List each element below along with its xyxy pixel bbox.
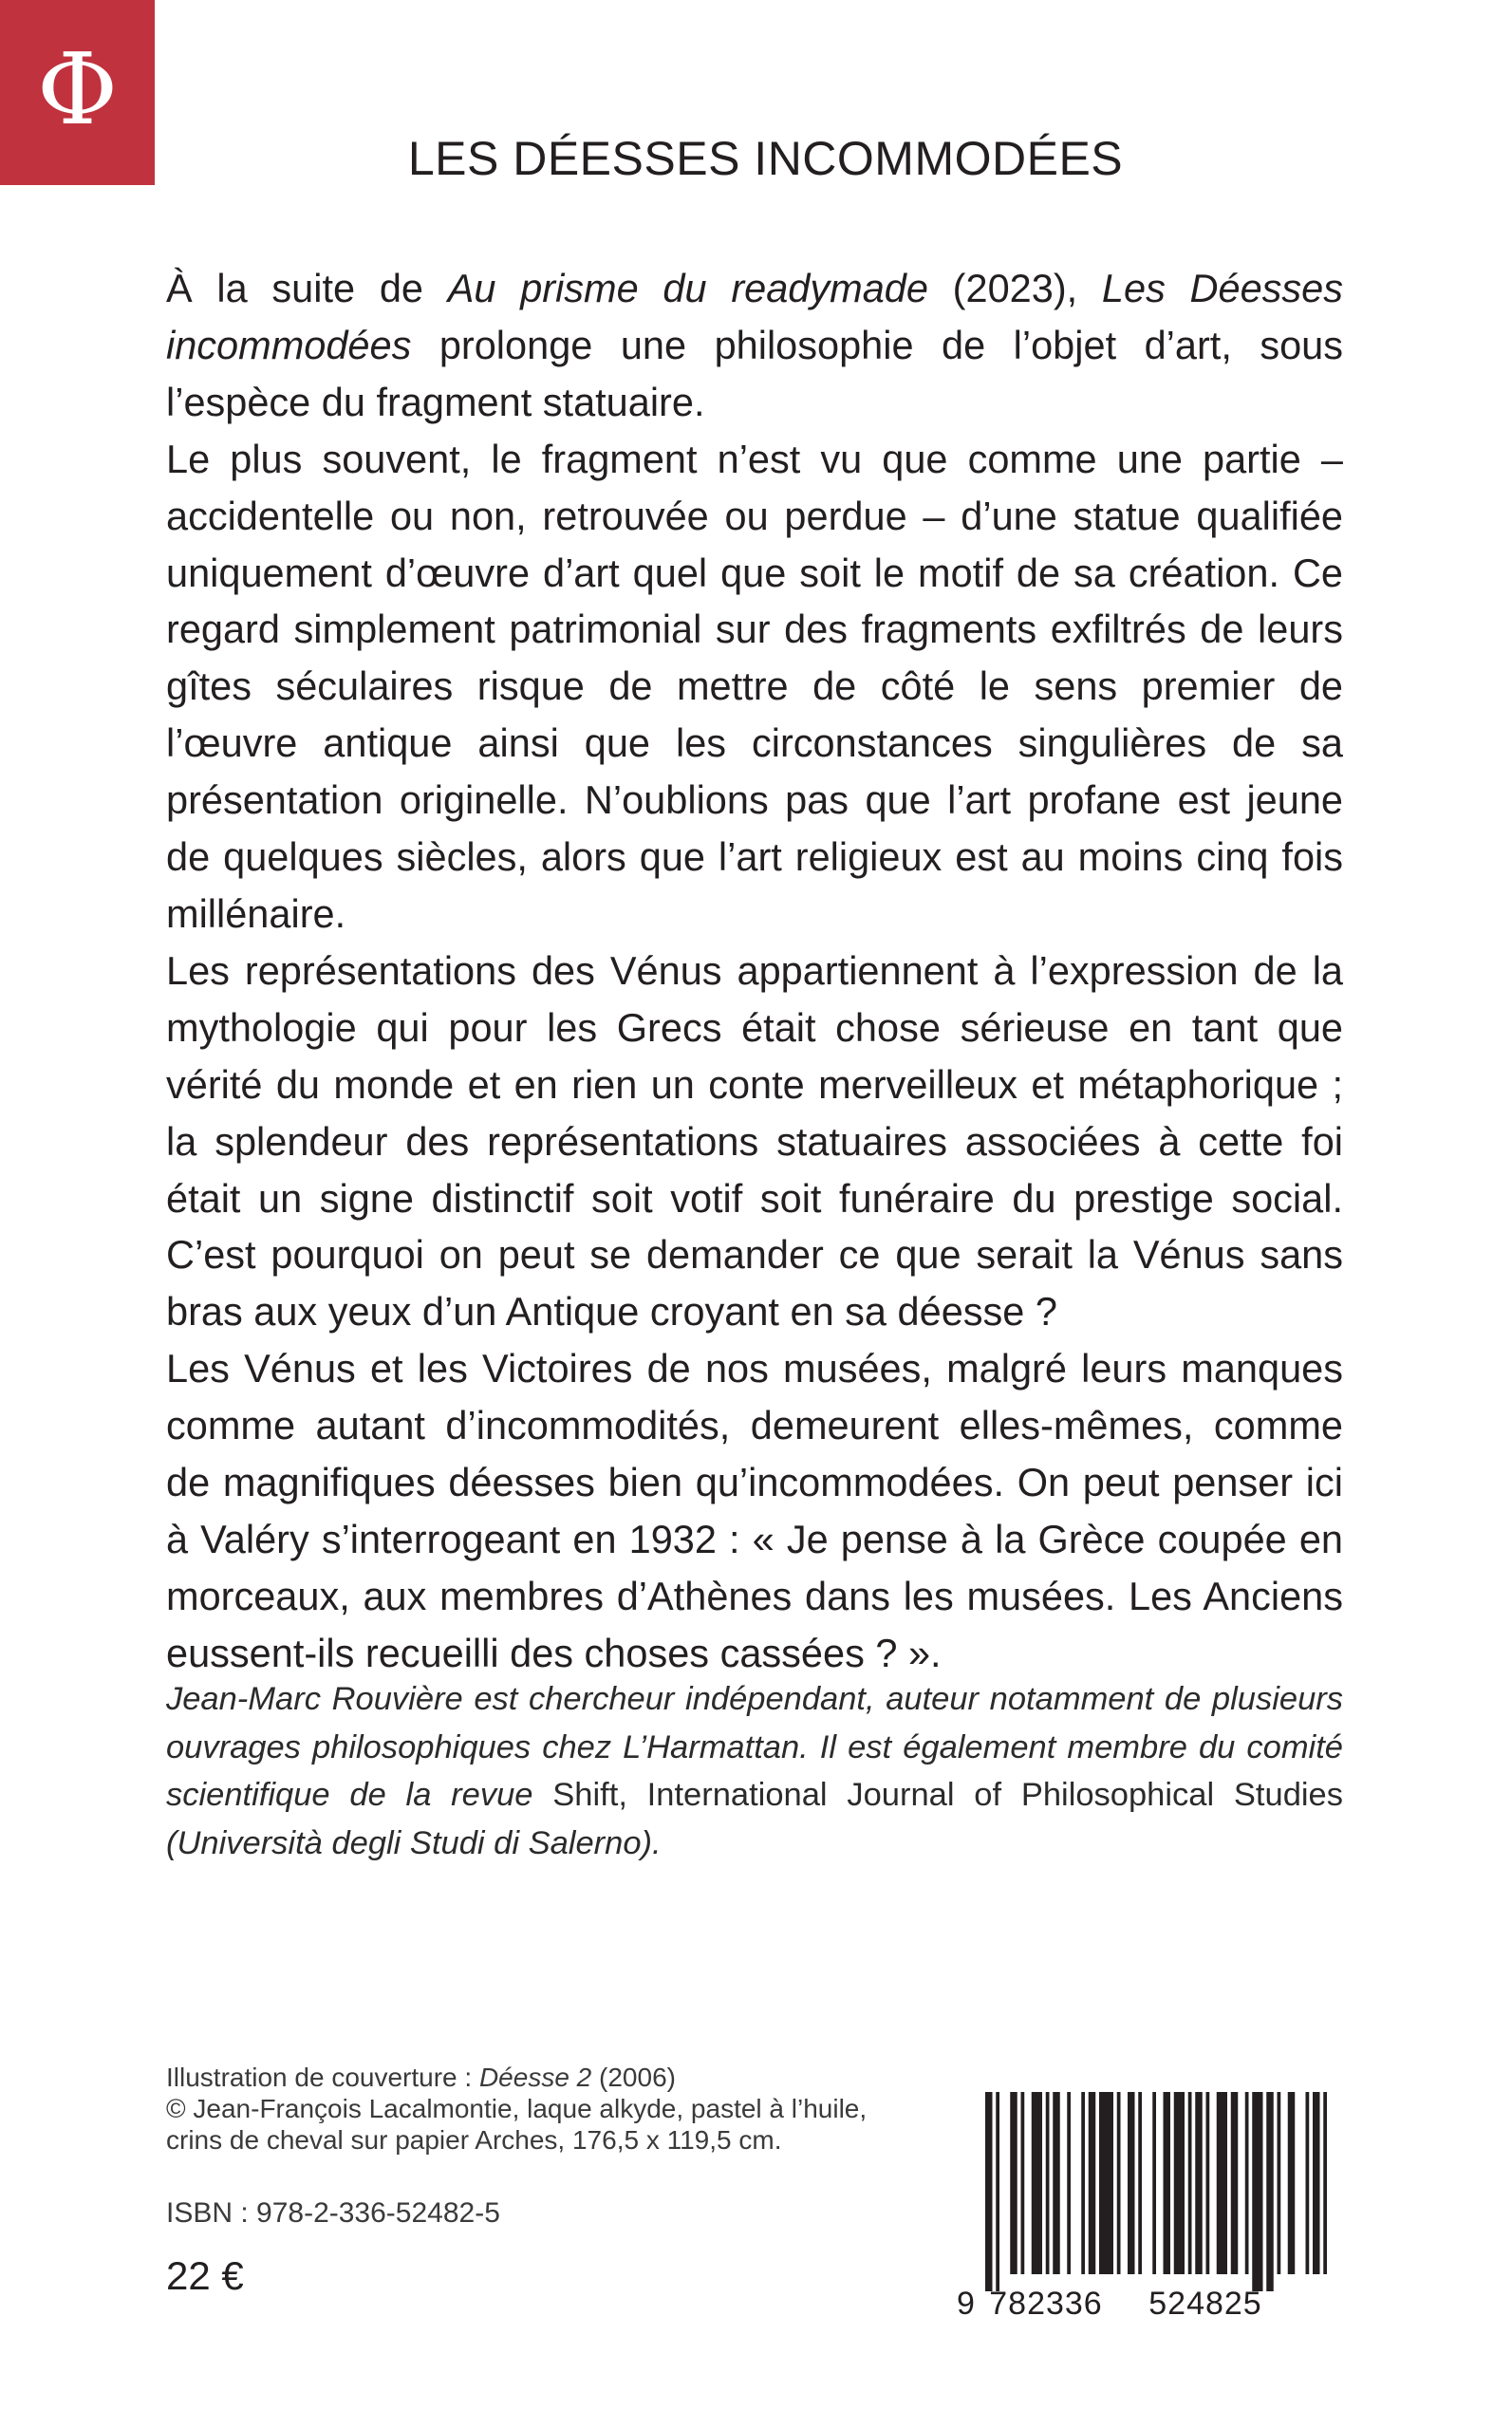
barcode-bar bbox=[1138, 2092, 1142, 2274]
barcode-bar bbox=[1266, 2092, 1274, 2291]
author-bio-text bbox=[166, 1675, 1343, 1867]
blurb-paragraph bbox=[166, 431, 1343, 943]
text-run: À la suite de bbox=[166, 266, 448, 310]
barcode-bar bbox=[1231, 2092, 1239, 2274]
phi-logo-icon: Φ bbox=[36, 30, 119, 147]
text-run: Shift bbox=[552, 1777, 619, 1813]
isbn: ISBN : 978-2-336-52482-5 bbox=[166, 2197, 500, 2229]
barcode-bar bbox=[1081, 2092, 1085, 2274]
barcode-digit-first: 9 bbox=[957, 2286, 975, 2320]
credit-line-3: crins de cheval sur papier Arches, 176,5 x 119,5 cm. bbox=[166, 2125, 782, 2155]
barcode-bar bbox=[1164, 2092, 1171, 2274]
blurb-paragraph bbox=[166, 1340, 1343, 1681]
italic-text-run: Jean-Marc Rouvière bbox=[166, 1681, 463, 1717]
barcode-bar bbox=[996, 2092, 999, 2291]
barcode-digits-left: 782336 bbox=[989, 2286, 1103, 2320]
barcode-bar bbox=[1323, 2092, 1327, 2274]
barcode-bar bbox=[1099, 2092, 1113, 2274]
barcode-bar bbox=[1089, 2092, 1096, 2274]
text-run: , International Journal of Philosophical Studies bbox=[618, 1777, 1343, 1813]
barcode-bar bbox=[1010, 2092, 1017, 2274]
barcode-bar bbox=[1306, 2092, 1310, 2274]
author-bio bbox=[166, 1675, 1343, 1867]
barcode-bar bbox=[1117, 2092, 1121, 2274]
barcode-bar bbox=[1288, 2092, 1296, 2274]
text-run: prolonge une philosophie de l’objet d’art, sous l’espèce du fragment statuaire. bbox=[166, 322, 1343, 424]
barcode-bar bbox=[1032, 2092, 1042, 2274]
blurb-paragraph bbox=[166, 943, 1343, 1340]
isbn-barcode bbox=[949, 2092, 1329, 2320]
artwork-year: (2006) bbox=[591, 2063, 676, 2092]
barcode-bar bbox=[1053, 2092, 1060, 2274]
text-run: Le plus souvent, le fragment n’est vu que comme une partie – accidentelle ou non, retrouvée ou perdue – d’une statue qualifiée uniquement d’œuvre d’art quel que soit le motif de sa création. Ce regard simplement patrimonial sur des fragments exfiltrés de leurs gîtes séculaires risque de mettre de côté le sens premier de l’œuvre antique ainsi que les circonstances singulières de sa présentation originelle. N’oublions pas que l’art profane est jeune de quelques siècles, alors que l’art religieux est au moins cinq fois millénaire. bbox=[166, 436, 1343, 936]
credit-label: Illustration de couverture : bbox=[166, 2063, 479, 2092]
italic-text-run: Les Déesses incommodées bbox=[166, 266, 1344, 367]
barcode-bar bbox=[1206, 2092, 1210, 2274]
credit-line-1 bbox=[166, 2062, 867, 2093]
barcode-bar bbox=[1188, 2092, 1192, 2274]
barcode-bar bbox=[1217, 2092, 1227, 2274]
text-run: (2023), bbox=[927, 266, 1102, 310]
blurb bbox=[166, 260, 1343, 1682]
barcode-bar bbox=[1245, 2092, 1249, 2274]
barcode-bars bbox=[985, 2092, 1327, 2291]
barcode-bar bbox=[1152, 2092, 1156, 2274]
artwork-title: Déesse 2 bbox=[478, 2063, 592, 2092]
barcode-bar bbox=[1195, 2092, 1203, 2274]
barcode-bar bbox=[1128, 2092, 1135, 2274]
price: 22 € bbox=[166, 2253, 244, 2298]
italic-text-run: Au prisme du readymade bbox=[447, 266, 928, 310]
blurb-paragraph bbox=[166, 260, 1343, 431]
text-run: Les représentations des Vénus appartiennent à l’expression de la mythologie qui pour les Grecs était chose sérieuse en tant que vérité du monde et en rien un conte merveilleux et métaphorique ; la splendeur des représentations statuaires associées à cette foi était un signe distinctif soit votif soit funéraire du prestige social. C’est pourquoi on peut se demander ce que serait la Vénus sans bras aux yeux d’un Antique croyant en sa déesse ? bbox=[166, 947, 1343, 1335]
cover-credits bbox=[166, 2062, 867, 2156]
italic-text-run: (Università degli Studi di Salerno). bbox=[166, 1824, 662, 1861]
text-run: Les Vénus et les Victoires de nos musées, malgré leurs manques comme autant d’incommodités, demeurent elles-mêmes, comme de magnifiques déesses bien qu’incommodées. On peut penser ici à Valéry s’interrogeant en 1932 : « Je pense à la Grèce coupée en morceaux, aux membres d’Athènes dans les musées. Les Anciens eussent-ils recueilli des choses cassées ? ». bbox=[166, 1346, 1343, 1675]
barcode-bar bbox=[1252, 2092, 1262, 2291]
barcode-bar bbox=[1046, 2092, 1050, 2274]
barcode-bar bbox=[1174, 2092, 1185, 2274]
barcode-bar bbox=[1313, 2092, 1320, 2274]
barcode-digits-right: 524825 bbox=[1148, 2286, 1262, 2320]
barcode-bar bbox=[985, 2092, 993, 2291]
barcode-bar bbox=[1278, 2092, 1281, 2274]
italic-text-run: est chercheur indépendant, auteur notamment de plusieurs ouvrages philosophiques chez L’Harmattan. Il est également membre du comité scientifique de la revue bbox=[166, 1681, 1343, 1813]
barcode-bar bbox=[1067, 2092, 1071, 2274]
credit-line-2: © Jean-François Lacalmontie, laque alkyde, pastel à l’huile, bbox=[166, 2094, 868, 2123]
book-title: LES DÉESSES INCOMMODÉES bbox=[407, 132, 1124, 185]
barcode-bar bbox=[1021, 2092, 1025, 2274]
